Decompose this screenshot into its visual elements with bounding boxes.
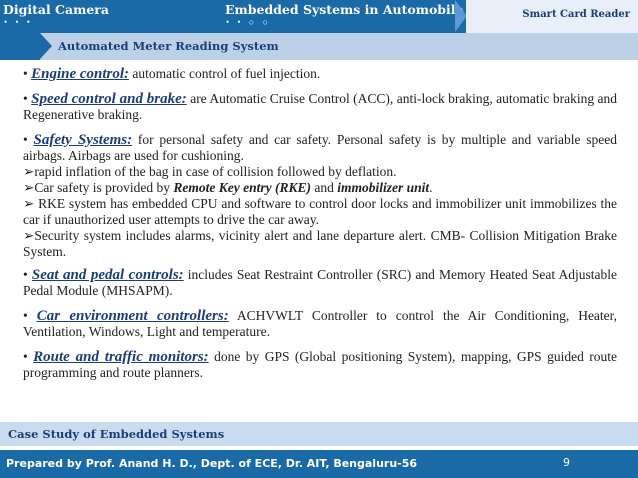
emphasis-text: Remote Key entry (RKE)	[173, 180, 312, 195]
nav-tab-digital-camera[interactable]: Digital Camera	[3, 2, 109, 17]
list-item	[23, 267, 617, 299]
progress-dots-current: • • ○ ○	[226, 17, 271, 27]
sub-point-text: Car safety is provided by	[34, 180, 174, 195]
arrow-bullet: ➢	[23, 164, 35, 179]
item-text: automatic control of fuel injection.	[129, 66, 321, 81]
item-heading: Engine control:	[31, 66, 130, 82]
bullet: •	[23, 132, 28, 147]
nav-tab-smart-card-box[interactable]	[466, 0, 638, 33]
bullet: •	[23, 267, 28, 282]
item-heading: Safety Systems:	[33, 132, 133, 148]
item-heading: Seat and pedal controls:	[31, 267, 184, 283]
item-heading: Route and traffic monitors:	[33, 349, 209, 365]
list-item	[23, 308, 617, 340]
item-heading: Car environment controllers:	[36, 308, 229, 324]
sub-nav-arrow	[0, 33, 40, 60]
list-item	[23, 91, 617, 123]
sub-point-text: .	[429, 180, 433, 195]
sub-point-text: rapid inflation of the bag in case of collision followed by deflation.	[34, 164, 397, 179]
sub-point-text: RKE system has embedded CPU and software to control door locks and immobilizer unit immobilizes the car if unauthorized user attempts to drive the car away.	[23, 196, 617, 227]
item-text: done by GPS (Global positioning System), mapping, GPS guided route programming and route planners.	[23, 349, 617, 380]
item-text: are Automatic Cruise Control (ACC), anti-lock braking, automatic braking and Regenerative braking.	[23, 91, 617, 122]
slide-content	[23, 62, 617, 381]
bullet: •	[23, 308, 28, 323]
list-item	[23, 349, 617, 381]
item-heading: Speed control and brake:	[31, 91, 187, 107]
sub-point	[23, 164, 617, 180]
item-text: includes Seat Restraint Controller (SRC) and Memory Heated Seat Adjustable Pedal Module (MHSAPM).	[23, 267, 618, 298]
list-item	[23, 132, 617, 164]
item-text: ACHVWLT Controller to control the Air Conditioning, Heater, Ventilation, Windows, Light and temperature.	[23, 308, 617, 339]
case-study-title: Case Study of Embedded Systems	[8, 427, 225, 441]
arrow-bullet: ➢	[23, 180, 35, 195]
sub-point-text: Security system includes alarms, vicinity alert and lane departure alert. CMB- Collision Mitigation Brake System.	[23, 228, 617, 259]
bullet: •	[23, 91, 28, 106]
arrow-bullet: ➢	[23, 228, 35, 243]
sub-point	[23, 196, 617, 228]
footer-credit: Prepared by Prof. Anand H. D., Dept. of ECE, Dr. AIT, Bengaluru-56	[6, 457, 418, 470]
sub-point	[23, 180, 617, 196]
nav-tab-embedded-automobile[interactable]: Embedded Systems in Automobile	[225, 2, 464, 17]
bullet: •	[23, 66, 28, 81]
sub-point-text: and	[311, 180, 338, 195]
page-number: 9	[563, 456, 570, 469]
arrow-bullet: ➢	[23, 196, 35, 211]
emphasis-text: immobilizer unit	[337, 180, 430, 195]
nav-tab-automated-meter[interactable]: Automated Meter Reading System	[58, 39, 279, 53]
bullet: •	[23, 349, 28, 364]
nav-tab-smart-card-reader[interactable]: Smart Card Reader	[522, 9, 630, 20]
item-text: for personal safety and car safety. Personal safety is by multiple and variable speed airbags. Airbags are used for cushioning.	[23, 132, 618, 163]
sub-point	[23, 228, 617, 260]
list-item	[23, 66, 617, 82]
progress-dots: • • •	[4, 17, 33, 27]
